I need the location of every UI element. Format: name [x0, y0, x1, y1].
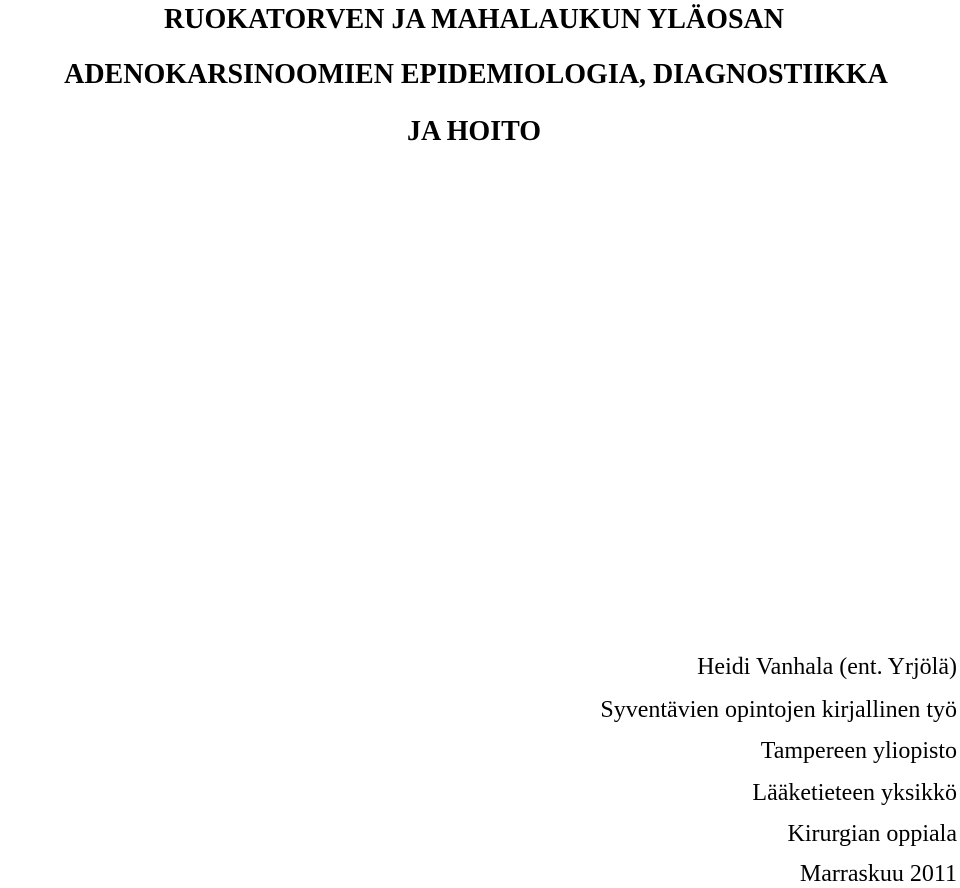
publication-date: Marraskuu 2011	[799, 861, 957, 887]
title-line-3: JA HOITO	[406, 116, 542, 147]
university-name: Tampereen yliopisto	[760, 738, 957, 764]
author-name: Heidi Vanhala (ent. Yrjölä)	[697, 654, 957, 680]
title-line-2: ADENOKARSINOOMIEN EPIDEMIOLOGIA, DIAGNOSTIIKKA	[64, 59, 888, 90]
thesis-type: Syventävien opintojen kirjallinen työ	[600, 697, 957, 723]
department-name: Kirurgian oppiala	[787, 821, 957, 847]
title-line-1: RUOKATORVEN JA MAHALAUKUN YLÄOSAN	[164, 4, 784, 35]
faculty-name: Lääketieteen yksikkö	[752, 780, 957, 806]
